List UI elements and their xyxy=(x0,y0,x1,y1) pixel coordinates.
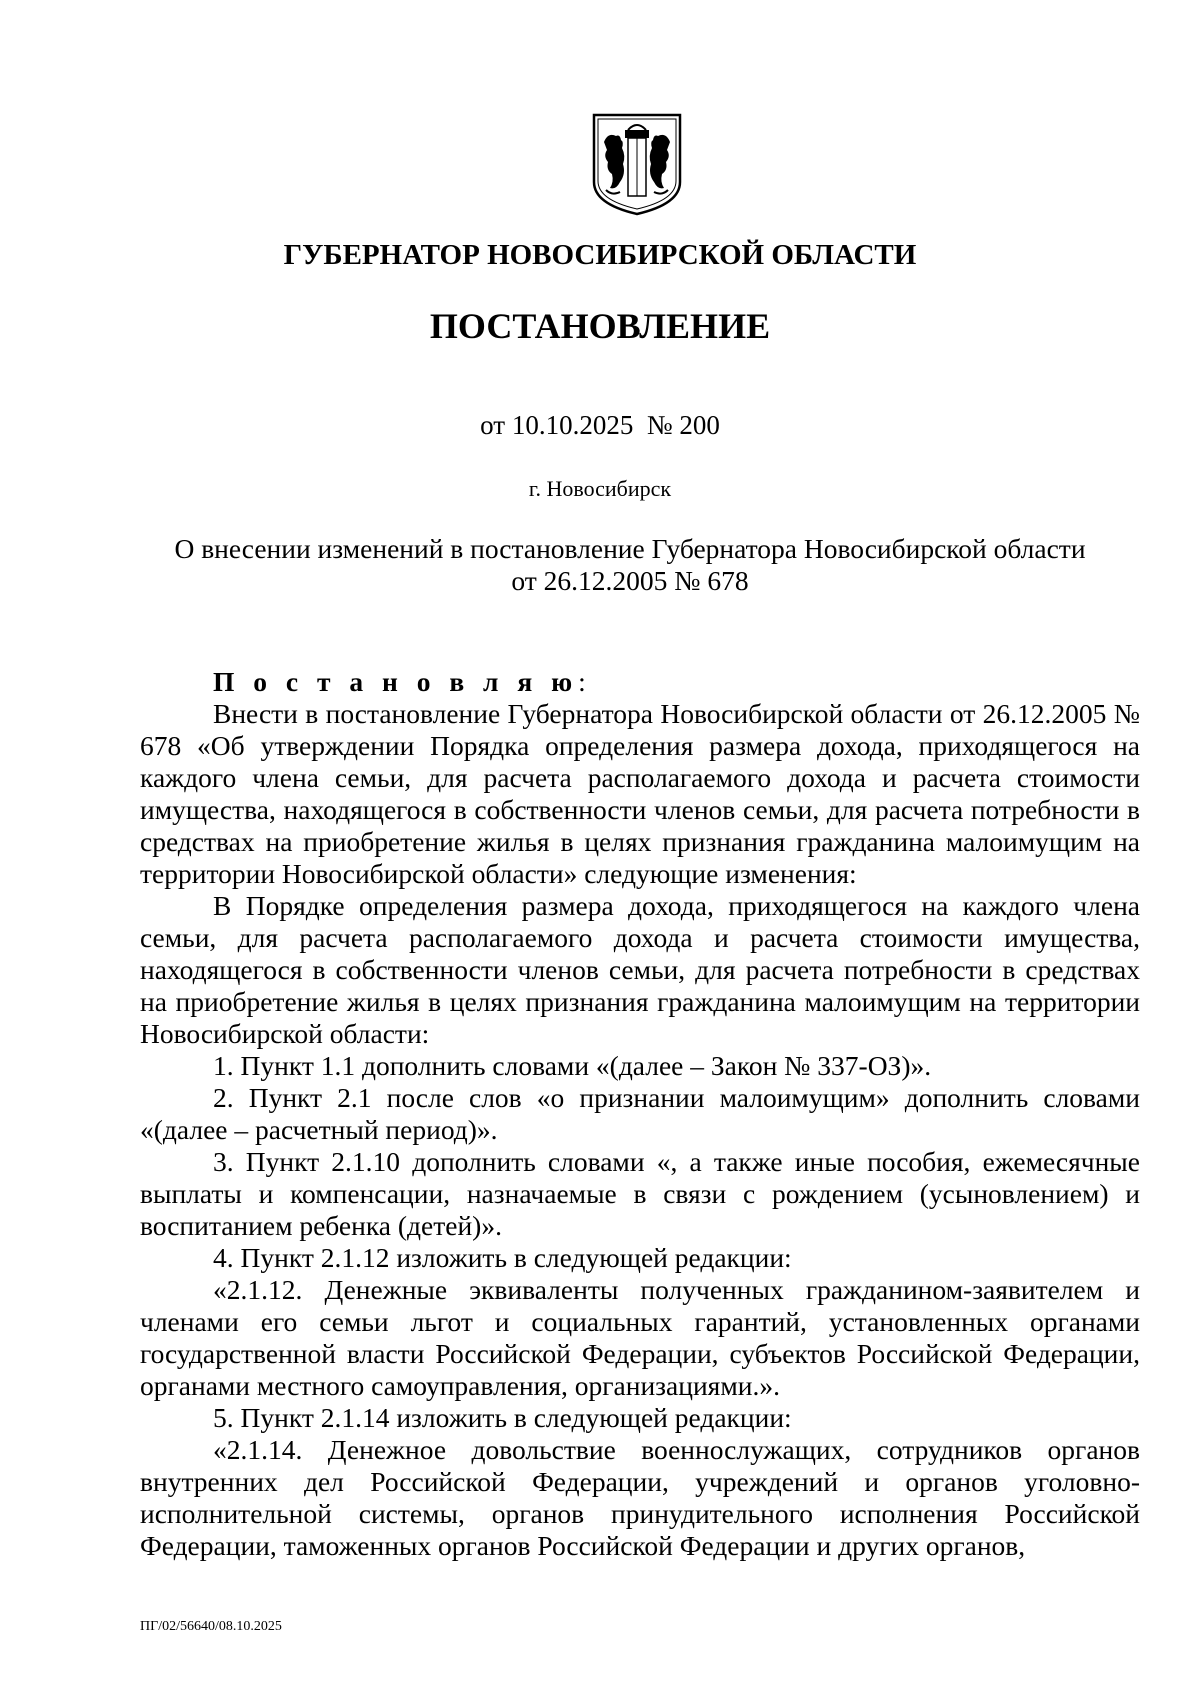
subject-line-2: от 26.12.2005 № 678 xyxy=(511,565,749,596)
body-paragraph: 3. Пункт 2.1.10 дополнить словами «, а также иные пособия, ежемесячные выплаты и компенсации, назначаемые в связи с рождением (усыновлением) и воспитанием ребенка (детей)». xyxy=(140,1146,1140,1241)
body-paragraph: «2.1.12. Денежные эквиваленты полученных гражданином-заявителем и членами его семьи льгот и социальных гарантий, установленных органами государственной власти Российской Федерации, субъектов Российской Федерации, органами местного самоуправления, организациями.». xyxy=(140,1274,1140,1401)
document-body xyxy=(140,666,1140,1562)
issuer-title: ГУБЕРНАТОР НОВОСИБИРСКОЙ ОБЛАСТИ xyxy=(283,239,917,271)
body-paragraph: «2.1.14. Денежное довольствие военнослужащих, сотрудников органов внутренних дел Российской Федерации, учреждений и органов уголовно-исполнительной системы, органов принудительного исполнения Российской Федерации, таможенных органов Российской Федерации и других органов, xyxy=(140,1434,1140,1561)
body-paragraph: 2. Пункт 2.1 после слов «о признании малоимущим» дополнить словами «(далее – расчетный период)». xyxy=(140,1082,1140,1145)
document-city: г. Новосибирск xyxy=(528,476,672,501)
document-subject xyxy=(140,533,1120,597)
subject-line-1: О внесении изменений в постановление Губернатора Новосибирской области xyxy=(174,533,1086,564)
coat-of-arms-icon xyxy=(590,112,684,217)
resolve-colon: : xyxy=(578,666,586,697)
resolve-word: П о с т а н о в л я ю xyxy=(213,666,579,697)
document-registration-code: ПГ/02/56640/08.10.2025 xyxy=(140,1619,282,1634)
document-date-number: от 10.10.2025 № 200 xyxy=(480,410,720,440)
body-paragraph: В Порядке определения размера дохода, приходящегося на каждого члена семьи, для расчета располагаемого дохода и расчета стоимости имущества, находящегося в собственности членов семьи, для расчета потребности в средствах на приобретение жилья в целях признания гражданина малоимущим на территории Новосибирской области: xyxy=(140,890,1140,1049)
document-type: ПОСТАНОВЛЕНИЕ xyxy=(429,306,771,346)
body-paragraph: 4. Пункт 2.1.12 изложить в следующей редакции: xyxy=(213,1242,792,1273)
body-paragraph: 1. Пункт 1.1 дополнить словами «(далее – Закон № 337-ОЗ)». xyxy=(213,1050,932,1081)
resolve-heading xyxy=(140,666,1140,698)
body-paragraph: Внести в постановление Губернатора Новосибирской области от 26.12.2005 № 678 «Об утверждении Порядка определения размера дохода, приходящегося на каждого члена семьи, для расчета располагаемого дохода и расчета стоимости имущества, находящегося в собственности членов семьи, для расчета потребности в средствах на приобретение жилья в целях признания гражданина малоимущим на территории Новосибирской области» следующие изменения: xyxy=(140,698,1140,889)
body-paragraph: 5. Пункт 2.1.14 изложить в следующей редакции: xyxy=(213,1402,792,1433)
